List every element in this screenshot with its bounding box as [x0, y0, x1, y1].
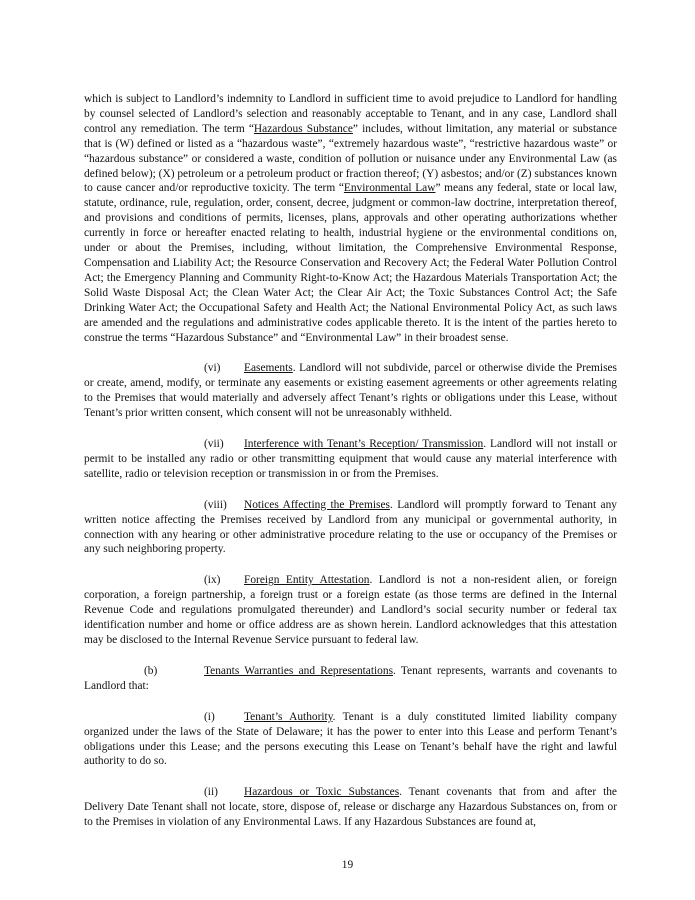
section-heading: Tenants Warranties and Representations: [204, 664, 394, 677]
clause-text: . Tenant is a duly constituted limited liability company organized under the laws of the State of Delaware; it has the power to enter into this Lease and perform Tenant’s obligations under this Lease; and the persons executing this Lease on Tenant’s behalf have the right and lawful authority to do so.: [84, 710, 617, 768]
clause-heading: Foreign Entity Attestation: [244, 574, 370, 587]
clause-text: . Landlord will not subdivide, parcel or otherwise divide the Premises or create, amend, modify, or terminate any easements or existing easement agreements or other agreements relating to the Premises that would materially and adversely affect Tenant’s rights or obligations under this Lease, without Tenant’s prior written consent, which consent will not be unreasonably withheld.: [84, 362, 617, 420]
paragraph-i-tenant-authority: [84, 710, 617, 770]
paragraph-ix-foreign-entity: [84, 573, 617, 648]
paragraph-text: which is subject to Landlord’s indemnity to Landlord in sufficient time to avoid prejudice to Landlord for handling by counsel selected of Landlord’s selection and reasonably acceptable to Tenant, and in any case, Landlord shall control any remediation. The term “: [84, 93, 617, 135]
clause-number: (viii): [204, 498, 227, 511]
paragraph-vii-interference: [84, 437, 617, 482]
clause-heading: Tenant’s Authority: [244, 710, 333, 723]
paragraph-ii-hazardous-substances: [84, 785, 617, 830]
defined-term-environmental-law: Environmental Law: [343, 182, 436, 195]
clause-text: . Tenant covenants that from and after the Delivery Date Tenant shall not locate, store, dispose of, release or discharge any Hazardous Substances on, from or to the Premises in violation of any Environmental Laws. If any Hazardous Substances are found at,: [84, 786, 617, 829]
clause-number: (vii): [204, 438, 224, 451]
paragraph-text: ” means any federal, state or local law, statute, ordinance, rule, regulation, order, consent, decree, judgment or common-law doctrine, interpretation thereof, and provisions and conditions of permits, licenses, plans, approvals and other operating authorizations whether currently in force or hereafter enacted relating to health, industrial hygiene or the environmental conditions on, under or about the Premises, including, without limitation, the Comprehensive Environmental Response, Compensation and Liability Act; the Resource Conservation and Recovery Act; the Federal Water Pollution Control Act; the Emergency Planning and Community Right-to-Know Act; the Hazardous Materials Transportation Act; the Solid Waste Disposal Act; the Clean Water Act; the Clear Air Act; the Toxic Substances Control Act; the Safe Drinking Water Act; the Occupational Safety and Health Act; the National Environmental Policy Act, as such laws are amended and the regulations and administrative codes applicable thereto. It is the intent of the parties hereto to construe the terms “Hazardous Substance” and “Environmental Law” in their broadest sense.: [84, 182, 617, 344]
clause-text: . Landlord will promptly forward to Tenant any written notice affecting the Premises received by Landlord from any municipal or governmental authority, in connection with any hearing or other administrative procedure relating to the use or occupancy of the Premises or any such neighboring property.: [84, 498, 617, 556]
section-text: . Tenant represents, warrants and covenants to Landlord that:: [84, 664, 617, 692]
paragraph-viii-notices: [84, 498, 617, 558]
clause-heading: Easements: [244, 362, 293, 375]
clause-number: (ii): [204, 786, 218, 799]
clause-number: (ix): [204, 574, 221, 587]
clause-number: (i): [204, 710, 215, 723]
clause-text: . Landlord will not install or permit to be installed any radio or other transmitting equipment that would cause any material interference with satellite, radio or television reception or transmission in or from the Premises.: [84, 438, 617, 480]
clause-heading: Interference with Tenant’s Reception/ Transmission: [244, 438, 484, 451]
document-body: [84, 92, 617, 830]
paragraph-text: ” includes, without limitation, any material or substance that is (W) defined or listed as a “hazardous waste”, “extremely hazardous waste”, “restrictive hazardous waste” or “hazardous substance” or considered a waste, condition of pollution or nuisance under any Environmental Law (as defined below); (X) petroleum or a petroleum product or fraction thereof; (Y) asbestos; and/or (Z) substances known to cause cancer and/or reproductive toxicity. The term “: [84, 122, 617, 195]
paragraph-vi-easements: [84, 361, 617, 421]
paragraph-b-tenant-warranties: [84, 664, 617, 694]
clause-number: (vi): [204, 362, 221, 375]
clause-heading: Hazardous or Toxic Substances: [244, 786, 400, 799]
paragraph-hazardous-substance-continuation: [84, 92, 617, 345]
section-number: (b): [144, 664, 158, 677]
defined-term-hazardous-substance: Hazardous Substance: [253, 122, 353, 135]
page-number: 19: [341, 859, 354, 871]
clause-heading: Notices Affecting the Premises: [244, 498, 390, 511]
clause-text: . Landlord is not a non-resident alien, or foreign corporation, a foreign partnership, a foreign trust or a foreign estate (as those terms are defined in the Internal Revenue Code and regulations promulgated thereunder) and Landlord’s social security number or federal tax identification number and home or office address are as shown herein. Landlord acknowledges that this attestation may be disclosed to the Internal Revenue Service pursuant to federal law.: [84, 574, 617, 646]
